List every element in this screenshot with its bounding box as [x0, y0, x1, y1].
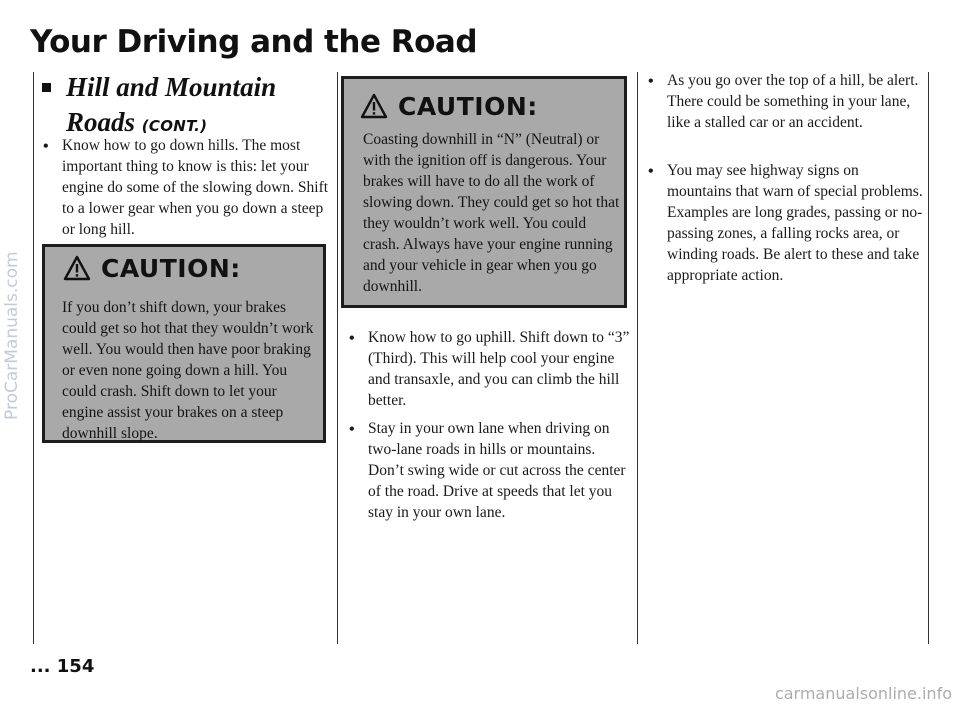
section-continued-label: (CONT.) [141, 117, 208, 135]
column-divider-left [33, 72, 34, 644]
side-watermark: ProCarManuals.com [2, 251, 22, 420]
column-divider-middle [337, 72, 338, 644]
caution-text: Coasting downhill in “N” (Neutral) or with the ignition off is dangerous. Your brakes will have to do all the work of slowing down. They could get so hot that they wouldn’t work well. You could crash. Always have your engine running and your vehicle in gear when you go downhill. [363, 131, 620, 295]
caution-header [45, 247, 323, 287]
caution-text: If you don’t shift down, your brakes could get so hot that they wouldn’t work well. You would then have poor braking or even none going down a hill. You could crash. Shift down to let your engine assist your brakes on a steep downhill slope. [62, 299, 314, 442]
page-number: ... 154 [30, 656, 95, 677]
bullet-icon: • [648, 163, 654, 180]
list-item-text: As you go over the top of a hill, be alert. There could be something in your lane, like a stalled car or an accident. [667, 72, 919, 131]
page-title: Your Driving and the Road [30, 24, 478, 60]
list-item-downhill [43, 135, 332, 240]
list-item-lane [349, 418, 630, 523]
bullet-icon: • [349, 421, 355, 438]
section-title-line1: Hill and Mountain [66, 72, 277, 102]
list-item-text: Know how to go down hills. The most important thing to know is this: let your engine do some of the slowing down. Shift to a lower gear when you go down a steep or long hill. [62, 137, 329, 238]
list-item-highway-signs [648, 160, 925, 286]
warning-triangle-icon [63, 255, 91, 281]
column-divider-right [637, 72, 638, 644]
warning-triangle-icon [360, 93, 388, 119]
caution-box-coasting [341, 76, 627, 308]
footer-watermark: carmanualsonline.info [774, 684, 952, 703]
caution-label: CAUTION: [101, 254, 241, 283]
list-item-hilltop [648, 70, 925, 133]
square-bullet-icon [42, 83, 51, 92]
bullet-icon: • [43, 138, 49, 155]
section-title-line2: Roads [66, 107, 136, 137]
caution-box-shift-down [42, 244, 326, 443]
list-item-text: You may see highway signs on mountains that warn of special problems. Examples are long grades, passing or no-passing zones, a falling rocks area, or winding roads. Be alert to these and take appropriate action. [667, 162, 923, 284]
caution-header [344, 79, 624, 129]
section-heading [48, 70, 338, 144]
list-item-text: Stay in your own lane when driving on two-lane roads in hills or mountains. Don’t swing wide or cut across the center of the road. Drive at speeds that let you stay in your own lane. [368, 420, 626, 521]
bullet-icon: • [648, 73, 654, 90]
list-item-uphill [349, 327, 630, 411]
caution-label: CAUTION: [398, 92, 538, 121]
column-divider-far-right [928, 72, 929, 644]
bullet-icon: • [349, 330, 355, 347]
list-item-text: Know how to go uphill. Shift down to “3” (Third). This will help cool your engine and transaxle, and you can climb the hill better. [368, 329, 630, 409]
